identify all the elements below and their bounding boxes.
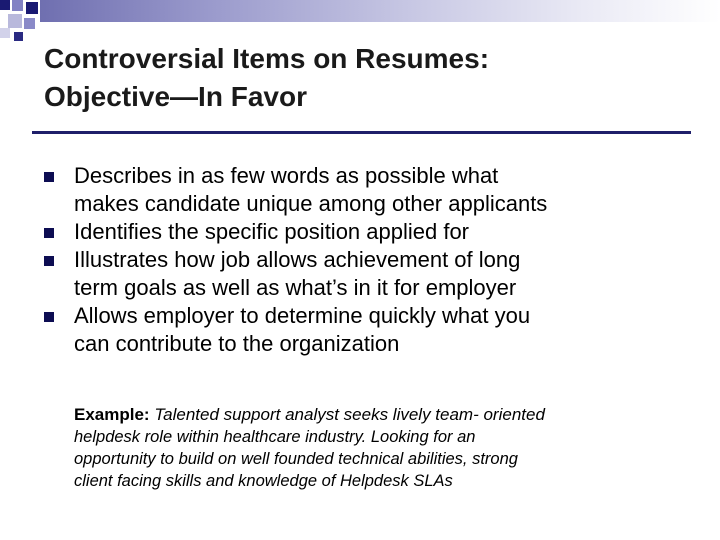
slide-title-line-1: Controversial Items on Resumes: [44, 43, 490, 74]
corner-square-icon [0, 28, 10, 38]
bullet-text-line-1: Allows employer to determine quickly what you [74, 303, 531, 328]
square-bullet-icon [44, 172, 54, 182]
bullet-text-line-1: Describes in as few words as possible what [74, 163, 499, 188]
bullet-text-line-1: Illustrates how job allows achievement of long [74, 247, 521, 272]
corner-square-icon [26, 2, 38, 14]
bullet-text-line-2: term goals as well as what’s in it for employer [74, 275, 517, 300]
slide-title [44, 40, 684, 116]
square-bullet-icon [44, 228, 54, 238]
bullet-item [44, 246, 694, 302]
corner-square-icon [14, 32, 23, 41]
slide-title-line-2: Objective—In Favor [44, 81, 307, 112]
bullet-item [44, 162, 694, 218]
corner-square-icon [12, 0, 23, 11]
example-block [74, 404, 694, 492]
bullet-text-line-1: Identifies the specific position applied for [74, 219, 470, 244]
example-text-line-3: opportunity to build on well founded technical abilities, strong [74, 450, 518, 468]
bullet-list [44, 162, 694, 358]
example-text-line-1: Talented support analyst seeks lively team- oriented [154, 405, 545, 424]
example-text-line-4: client facing skills and knowledge of Helpdesk SLAs [74, 472, 453, 490]
corner-square-icon [8, 14, 22, 28]
example-text-line-2: helpdesk role within healthcare industry. Looking for an [74, 428, 476, 446]
decorative-top-band [40, 0, 720, 22]
bullet-text-line-2: makes candidate unique among other applicants [74, 191, 548, 216]
bullet-item [44, 302, 694, 358]
title-divider-rule [32, 131, 691, 134]
square-bullet-icon [44, 256, 54, 266]
bullet-text-line-2: can contribute to the organization [74, 331, 400, 356]
example-label: Example: [74, 405, 150, 424]
square-bullet-icon [44, 312, 54, 322]
corner-square-icon [24, 18, 35, 29]
bullet-item [44, 218, 694, 246]
corner-square-icon [0, 0, 10, 10]
